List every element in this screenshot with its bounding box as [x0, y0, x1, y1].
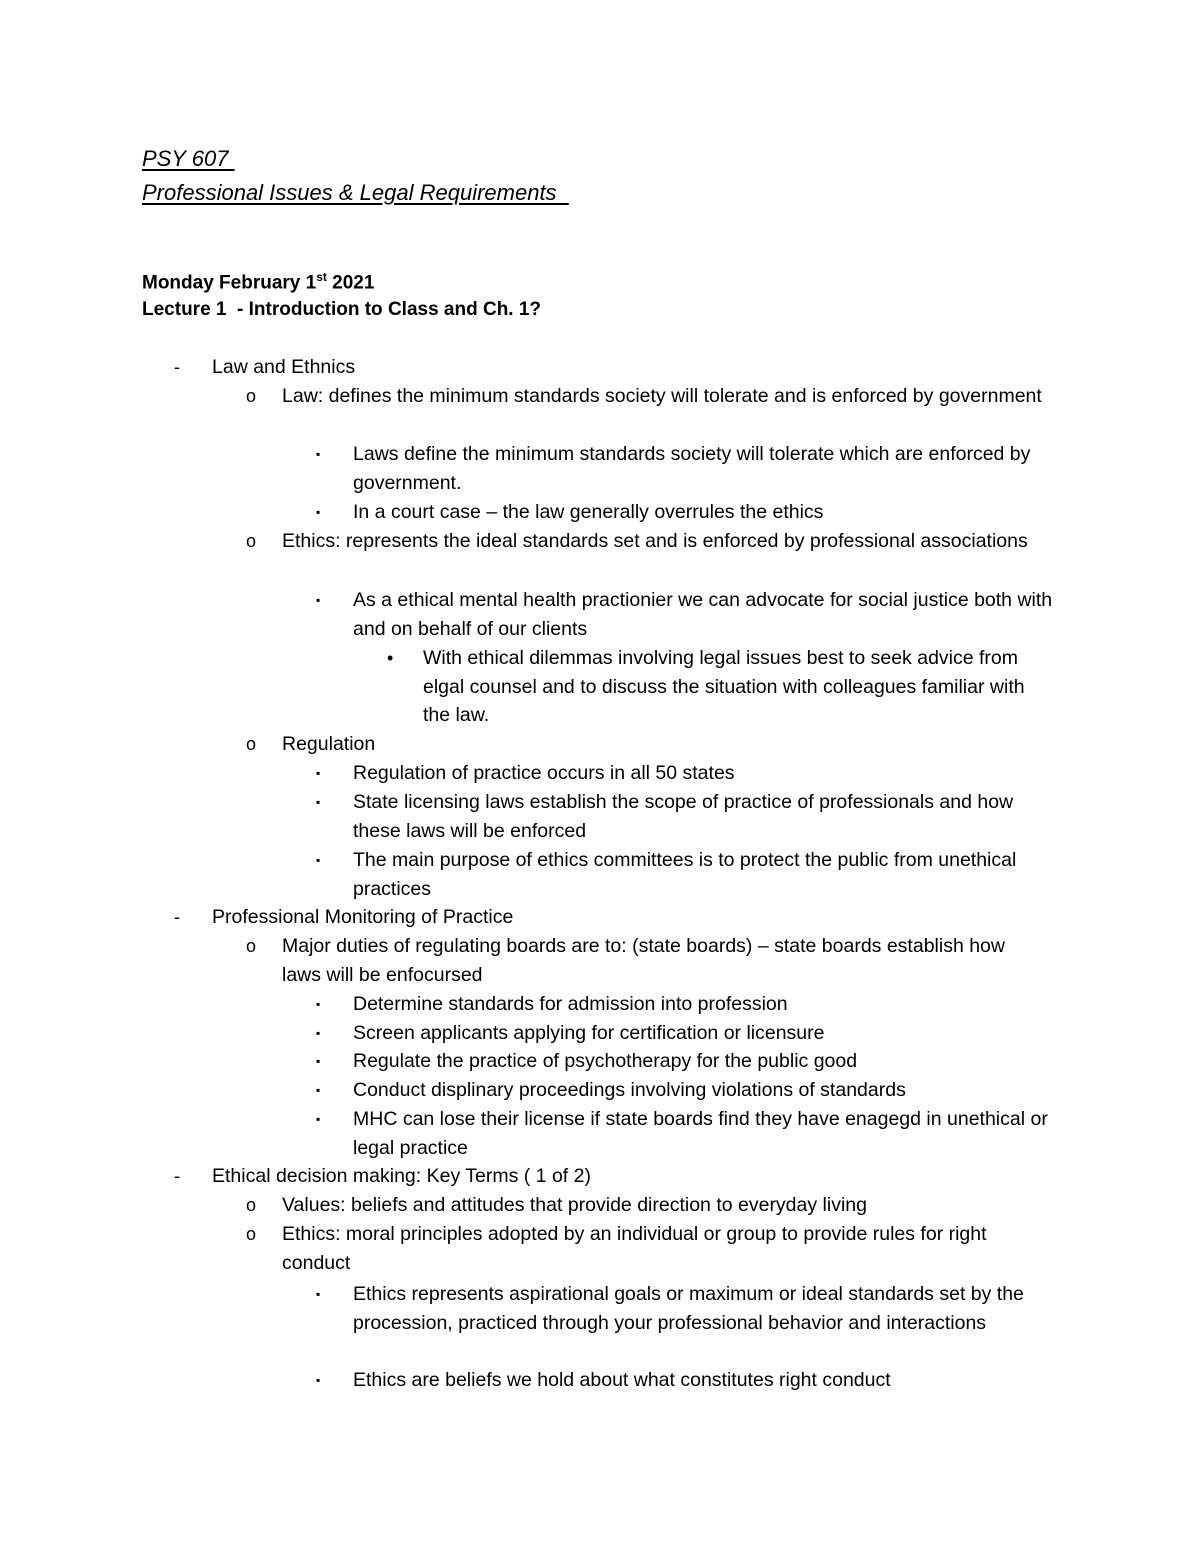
outline-item: Regulation of practice occurs in all 50 states	[353, 762, 735, 784]
dash-bullet-icon: -	[174, 357, 180, 377]
square-bullet-icon: ▪	[316, 766, 321, 780]
course-title: Professional Issues & Legal Requirements	[142, 180, 569, 205]
outline-item: State licensing laws establish the scope of practice of professionals and how these laws will be enforced	[353, 791, 1014, 842]
square-bullet-icon: ▪	[316, 1373, 321, 1387]
outline-item: Screen applicants applying for certification or licensure	[353, 1022, 825, 1044]
square-bullet-icon: ▪	[316, 795, 321, 809]
outline-item: Values: beliefs and attitudes that provide direction to everyday living	[282, 1194, 867, 1216]
outline-item: Major duties of regulating boards are to: (state boards) – state boards establish how laws will be enfocursed	[282, 935, 1005, 986]
lecture-date	[142, 270, 374, 294]
course-code: PSY 607	[142, 146, 235, 171]
outline-item: The main purpose of ethics committees is to protect the public from unethical practices	[353, 849, 1017, 900]
outline-item: Professional Monitoring of Practice	[212, 906, 514, 928]
outline-item: MHC can lose their license if state boards find they have enagegd in unethical or legal practice	[353, 1108, 1048, 1159]
square-bullet-icon: ▪	[316, 853, 321, 867]
square-bullet-icon: ▪	[316, 1083, 321, 1097]
square-bullet-icon: ▪	[316, 447, 321, 461]
outline-item: Ethics: represents the ideal standards set and is enforced by professional associations	[282, 530, 1028, 552]
outline-item: Determine standards for admission into profession	[353, 993, 788, 1015]
dash-bullet-icon: -	[174, 1166, 180, 1186]
square-bullet-icon: ▪	[316, 505, 321, 519]
outline-item: Law and Ethnics	[212, 356, 356, 378]
date-suffix: 2021	[326, 272, 375, 294]
date-superscript: st	[316, 270, 327, 284]
circle-bullet-icon: o	[246, 734, 257, 754]
square-bullet-icon: ▪	[316, 997, 321, 1011]
dash-bullet-icon: -	[174, 907, 180, 927]
lecture-title: Lecture 1 - Introduction to Class and Ch. 1?	[142, 299, 542, 320]
date-prefix: Monday February 1	[142, 272, 317, 294]
square-bullet-icon: ▪	[316, 1054, 321, 1068]
circle-bullet-icon: o	[246, 1195, 257, 1215]
square-bullet-icon: ▪	[316, 1112, 321, 1126]
outline-item: Ethics are beliefs we hold about what constitutes right conduct	[353, 1369, 891, 1391]
circle-bullet-icon: o	[246, 936, 257, 956]
outline-item: Regulate the practice of psychotherapy for the public good	[353, 1050, 858, 1072]
square-bullet-icon: ▪	[316, 1287, 321, 1301]
outline-item: Laws define the minimum standards society will tolerate which are enforced by government.	[353, 443, 1031, 494]
outline-item: Regulation	[282, 733, 376, 755]
circle-bullet-icon: o	[246, 386, 257, 406]
dot-bullet-icon: •	[387, 648, 394, 668]
outline-item: Ethics represents aspirational goals or maximum or ideal standards set by the procession, practiced through your professional behavior and interactions	[353, 1283, 1024, 1334]
outline-item: Ethical decision making: Key Terms ( 1 of 2)	[212, 1165, 591, 1187]
outline-item: Ethics: moral principles adopted by an individual or group to provide rules for right conduct	[282, 1223, 987, 1274]
circle-bullet-icon: o	[246, 531, 257, 551]
square-bullet-icon: ▪	[316, 1026, 321, 1040]
outline-item: With ethical dilemmas involving legal issues best to seek advice from elgal counsel and to discuss the situation with colleagues familiar with the law.	[423, 647, 1025, 727]
circle-bullet-icon: o	[246, 1224, 257, 1244]
outline-item: As a ethical mental health practionier we can advocate for social justice both with and on behalf of our clients	[353, 589, 1053, 640]
outline-item: Law: defines the minimum standards society will tolerate and is enforced by government	[282, 385, 1042, 407]
outline-item: In a court case – the law generally overrules the ethics	[353, 501, 824, 523]
square-bullet-icon: ▪	[316, 593, 321, 607]
outline-item: Conduct displinary proceedings involving violations of standards	[353, 1079, 906, 1101]
